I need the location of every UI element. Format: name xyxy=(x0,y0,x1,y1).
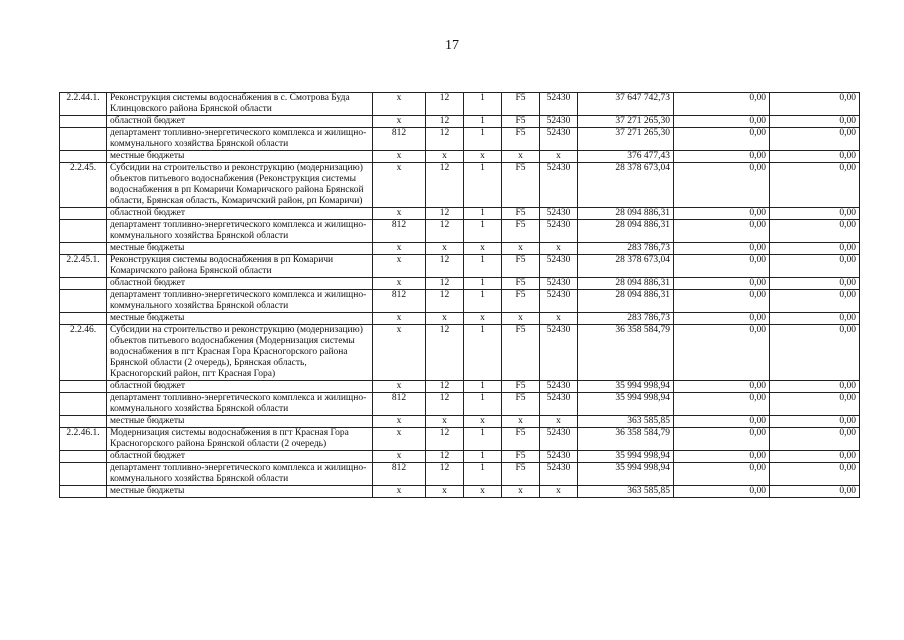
cell-item-name: областной бюджет xyxy=(107,278,373,290)
cell-amount-1: 28 378 673,04 xyxy=(578,163,674,208)
table-row xyxy=(60,393,860,416)
cell-grbs-code: 812 xyxy=(373,128,426,151)
cell-subprogram-code: 1 xyxy=(464,381,502,393)
cell-amount-2: 0,00 xyxy=(674,255,770,278)
cell-amount-2: 0,00 xyxy=(674,290,770,313)
cell-item-number xyxy=(60,416,107,428)
cell-direction-code: 52430 xyxy=(540,325,578,381)
cell-amount-3: 0,00 xyxy=(770,416,860,428)
cell-direction-code: х xyxy=(540,151,578,163)
cell-section-code: х xyxy=(426,416,464,428)
cell-subprogram-code: 1 xyxy=(464,128,502,151)
table-row xyxy=(60,93,860,116)
cell-amount-1: 28 094 886,31 xyxy=(578,278,674,290)
cell-item-name: департамент топливно-энергетического комплекса и жилищно-коммунального хозяйства Брянской области xyxy=(107,463,373,486)
table-row xyxy=(60,486,860,498)
cell-project-code: х xyxy=(502,313,540,325)
cell-project-code: F5 xyxy=(502,220,540,243)
cell-amount-2: 0,00 xyxy=(674,451,770,463)
cell-item-number: 2.2.44.1. xyxy=(60,93,107,116)
cell-section-code: 12 xyxy=(426,208,464,220)
cell-grbs-code: х xyxy=(373,325,426,381)
table-row xyxy=(60,128,860,151)
cell-project-code: F5 xyxy=(502,278,540,290)
cell-project-code: F5 xyxy=(502,163,540,208)
cell-project-code: х xyxy=(502,151,540,163)
cell-section-code: х xyxy=(426,243,464,255)
cell-item-name: департамент топливно-энергетического комплекса и жилищно-коммунального хозяйства Брянской области xyxy=(107,393,373,416)
cell-project-code: F5 xyxy=(502,290,540,313)
cell-grbs-code: 812 xyxy=(373,220,426,243)
table-row xyxy=(60,428,860,451)
cell-amount-3: 0,00 xyxy=(770,486,860,498)
cell-section-code: 12 xyxy=(426,325,464,381)
cell-section-code: 12 xyxy=(426,163,464,208)
cell-amount-2: 0,00 xyxy=(674,243,770,255)
cell-direction-code: 52430 xyxy=(540,393,578,416)
table-row xyxy=(60,451,860,463)
cell-item-name: департамент топливно-энергетического комплекса и жилищно-коммунального хозяйства Брянской области xyxy=(107,290,373,313)
cell-amount-3: 0,00 xyxy=(770,116,860,128)
cell-subprogram-code: 1 xyxy=(464,116,502,128)
cell-subprogram-code: 1 xyxy=(464,278,502,290)
cell-grbs-code: х xyxy=(373,278,426,290)
cell-direction-code: 52430 xyxy=(540,463,578,486)
cell-section-code: 12 xyxy=(426,428,464,451)
cell-amount-1: 35 994 998,94 xyxy=(578,463,674,486)
cell-item-number xyxy=(60,463,107,486)
cell-amount-1: 35 994 998,94 xyxy=(578,451,674,463)
cell-amount-1: 37 647 742,73 xyxy=(578,93,674,116)
cell-amount-1: 376 477,43 xyxy=(578,151,674,163)
budget-table xyxy=(59,92,860,498)
cell-amount-3: 0,00 xyxy=(770,255,860,278)
table-row xyxy=(60,163,860,208)
cell-section-code: 12 xyxy=(426,290,464,313)
cell-item-number xyxy=(60,451,107,463)
cell-subprogram-code: 1 xyxy=(464,163,502,208)
cell-subprogram-code: 1 xyxy=(464,208,502,220)
cell-item-number xyxy=(60,220,107,243)
cell-item-number xyxy=(60,128,107,151)
cell-project-code: F5 xyxy=(502,208,540,220)
cell-amount-2: 0,00 xyxy=(674,220,770,243)
cell-grbs-code: х xyxy=(373,255,426,278)
cell-section-code: 12 xyxy=(426,463,464,486)
cell-item-name: местные бюджеты xyxy=(107,313,373,325)
cell-amount-1: 37 271 265,30 xyxy=(578,116,674,128)
cell-direction-code: х xyxy=(540,313,578,325)
cell-subprogram-code: 1 xyxy=(464,451,502,463)
table-row xyxy=(60,243,860,255)
cell-direction-code: 52430 xyxy=(540,428,578,451)
cell-amount-2: 0,00 xyxy=(674,416,770,428)
table-row xyxy=(60,116,860,128)
cell-amount-2: 0,00 xyxy=(674,278,770,290)
cell-amount-2: 0,00 xyxy=(674,486,770,498)
cell-project-code: F5 xyxy=(502,451,540,463)
page-number: 17 xyxy=(445,38,459,53)
cell-section-code: х xyxy=(426,313,464,325)
cell-amount-1: 35 994 998,94 xyxy=(578,393,674,416)
cell-section-code: 12 xyxy=(426,255,464,278)
cell-subprogram-code: 1 xyxy=(464,428,502,451)
cell-section-code: 12 xyxy=(426,128,464,151)
table-row xyxy=(60,325,860,381)
cell-subprogram-code: 1 xyxy=(464,220,502,243)
cell-subprogram-code: х xyxy=(464,151,502,163)
cell-amount-2: 0,00 xyxy=(674,128,770,151)
cell-direction-code: 52430 xyxy=(540,255,578,278)
cell-amount-2: 0,00 xyxy=(674,381,770,393)
cell-grbs-code: х xyxy=(373,428,426,451)
cell-item-number xyxy=(60,313,107,325)
cell-amount-3: 0,00 xyxy=(770,428,860,451)
cell-item-name: департамент топливно-энергетического комплекса и жилищно-коммунального хозяйства Брянской области xyxy=(107,128,373,151)
table-row xyxy=(60,290,860,313)
cell-item-name: местные бюджеты xyxy=(107,486,373,498)
cell-item-number xyxy=(60,290,107,313)
cell-direction-code: 52430 xyxy=(540,163,578,208)
table-row xyxy=(60,381,860,393)
cell-project-code: х xyxy=(502,243,540,255)
cell-section-code: х xyxy=(426,486,464,498)
cell-item-name: Субсидии на строительство и реконструкцию (модернизацию) объектов питьевого водоснабжения (Реконструкция системы водоснабжения в рп Комаричи Комаричского района Брянской области, Брянская область, Комаричский район, рп Комаричи) xyxy=(107,163,373,208)
cell-amount-1: 28 378 673,04 xyxy=(578,255,674,278)
cell-subprogram-code: 1 xyxy=(464,325,502,381)
cell-project-code: F5 xyxy=(502,116,540,128)
cell-item-name: Субсидии на строительство и реконструкцию (модернизацию) объектов питьевого водоснабжения (Модернизация системы водоснабжения в пгт Красная Гора Красногорского района Брянской области (2 очередь), Брянская область, Красногорский район, пгт Красная Гора) xyxy=(107,325,373,381)
cell-section-code: 12 xyxy=(426,278,464,290)
table-row xyxy=(60,220,860,243)
cell-subprogram-code: х xyxy=(464,243,502,255)
cell-item-number: 2.2.46. xyxy=(60,325,107,381)
table-row xyxy=(60,151,860,163)
cell-item-name: областной бюджет xyxy=(107,208,373,220)
cell-grbs-code: х xyxy=(373,381,426,393)
cell-amount-1: 28 094 886,31 xyxy=(578,208,674,220)
cell-item-name: Реконструкция системы водоснабжения в рп Комаричи Комаричского района Брянской области xyxy=(107,255,373,278)
cell-item-name: Реконструкция системы водоснабжения в с. Смотрова Буда Клинцовского района Брянской области xyxy=(107,93,373,116)
cell-item-name: областной бюджет xyxy=(107,451,373,463)
cell-section-code: 12 xyxy=(426,451,464,463)
table-body xyxy=(60,93,860,498)
cell-amount-1: 283 786,73 xyxy=(578,243,674,255)
cell-direction-code: 52430 xyxy=(540,220,578,243)
cell-section-code: 12 xyxy=(426,220,464,243)
cell-direction-code: х xyxy=(540,416,578,428)
cell-amount-3: 0,00 xyxy=(770,393,860,416)
cell-grbs-code: х xyxy=(373,416,426,428)
cell-grbs-code: х xyxy=(373,116,426,128)
cell-grbs-code: 812 xyxy=(373,463,426,486)
cell-amount-1: 363 585,85 xyxy=(578,486,674,498)
cell-amount-1: 35 994 998,94 xyxy=(578,381,674,393)
cell-item-name: местные бюджеты xyxy=(107,243,373,255)
table-row xyxy=(60,463,860,486)
cell-amount-1: 37 271 265,30 xyxy=(578,128,674,151)
cell-subprogram-code: х xyxy=(464,486,502,498)
cell-subprogram-code: 1 xyxy=(464,255,502,278)
table-row xyxy=(60,416,860,428)
cell-item-number: 2.2.45. xyxy=(60,163,107,208)
cell-direction-code: 52430 xyxy=(540,381,578,393)
cell-amount-2: 0,00 xyxy=(674,151,770,163)
table-row xyxy=(60,208,860,220)
cell-item-name: областной бюджет xyxy=(107,381,373,393)
cell-direction-code: 52430 xyxy=(540,290,578,313)
cell-project-code: F5 xyxy=(502,255,540,278)
cell-direction-code: х xyxy=(540,486,578,498)
cell-item-name: местные бюджеты xyxy=(107,151,373,163)
cell-section-code: 12 xyxy=(426,381,464,393)
cell-subprogram-code: 1 xyxy=(464,393,502,416)
cell-grbs-code: 812 xyxy=(373,393,426,416)
cell-project-code: F5 xyxy=(502,463,540,486)
cell-amount-3: 0,00 xyxy=(770,220,860,243)
cell-direction-code: 52430 xyxy=(540,128,578,151)
cell-amount-3: 0,00 xyxy=(770,451,860,463)
cell-item-name: местные бюджеты xyxy=(107,416,373,428)
cell-amount-3: 0,00 xyxy=(770,163,860,208)
cell-amount-1: 283 786,73 xyxy=(578,313,674,325)
cell-section-code: 12 xyxy=(426,116,464,128)
cell-item-number xyxy=(60,486,107,498)
cell-amount-3: 0,00 xyxy=(770,93,860,116)
cell-project-code: х xyxy=(502,416,540,428)
cell-item-number: 2.2.45.1. xyxy=(60,255,107,278)
cell-amount-1: 36 358 584,79 xyxy=(578,428,674,451)
cell-direction-code: 52430 xyxy=(540,116,578,128)
cell-section-code: х xyxy=(426,151,464,163)
cell-item-name: департамент топливно-энергетического комплекса и жилищно-коммунального хозяйства Брянской области xyxy=(107,220,373,243)
cell-amount-2: 0,00 xyxy=(674,163,770,208)
cell-project-code: F5 xyxy=(502,428,540,451)
cell-subprogram-code: х xyxy=(464,313,502,325)
cell-item-name: областной бюджет xyxy=(107,116,373,128)
cell-amount-3: 0,00 xyxy=(770,381,860,393)
cell-amount-3: 0,00 xyxy=(770,290,860,313)
table-row xyxy=(60,278,860,290)
cell-amount-2: 0,00 xyxy=(674,313,770,325)
cell-amount-3: 0,00 xyxy=(770,243,860,255)
cell-amount-3: 0,00 xyxy=(770,128,860,151)
cell-amount-2: 0,00 xyxy=(674,116,770,128)
table-row xyxy=(60,313,860,325)
cell-amount-3: 0,00 xyxy=(770,208,860,220)
cell-project-code: х xyxy=(502,486,540,498)
cell-grbs-code: х xyxy=(373,486,426,498)
cell-project-code: F5 xyxy=(502,325,540,381)
cell-amount-1: 28 094 886,31 xyxy=(578,290,674,313)
cell-amount-3: 0,00 xyxy=(770,325,860,381)
cell-item-number xyxy=(60,278,107,290)
cell-amount-2: 0,00 xyxy=(674,428,770,451)
cell-grbs-code: х xyxy=(373,243,426,255)
cell-item-number: 2.2.46.1. xyxy=(60,428,107,451)
cell-amount-3: 0,00 xyxy=(770,463,860,486)
cell-amount-1: 36 358 584,79 xyxy=(578,325,674,381)
cell-grbs-code: х xyxy=(373,93,426,116)
cell-amount-2: 0,00 xyxy=(674,325,770,381)
cell-amount-3: 0,00 xyxy=(770,313,860,325)
cell-amount-2: 0,00 xyxy=(674,208,770,220)
cell-direction-code: х xyxy=(540,243,578,255)
cell-item-number xyxy=(60,208,107,220)
cell-subprogram-code: 1 xyxy=(464,463,502,486)
cell-amount-3: 0,00 xyxy=(770,151,860,163)
cell-direction-code: 52430 xyxy=(540,93,578,116)
cell-section-code: 12 xyxy=(426,93,464,116)
cell-grbs-code: х xyxy=(373,163,426,208)
cell-grbs-code: х xyxy=(373,151,426,163)
cell-subprogram-code: 1 xyxy=(464,290,502,313)
cell-direction-code: 52430 xyxy=(540,451,578,463)
cell-item-number xyxy=(60,151,107,163)
cell-project-code: F5 xyxy=(502,128,540,151)
cell-grbs-code: 812 xyxy=(373,290,426,313)
cell-subprogram-code: 1 xyxy=(464,93,502,116)
cell-amount-2: 0,00 xyxy=(674,463,770,486)
cell-item-number xyxy=(60,243,107,255)
cell-grbs-code: х xyxy=(373,208,426,220)
cell-direction-code: 52430 xyxy=(540,208,578,220)
cell-item-number xyxy=(60,393,107,416)
cell-amount-2: 0,00 xyxy=(674,93,770,116)
cell-amount-1: 363 585,85 xyxy=(578,416,674,428)
cell-grbs-code: х xyxy=(373,451,426,463)
cell-direction-code: 52430 xyxy=(540,278,578,290)
cell-item-number xyxy=(60,381,107,393)
cell-project-code: F5 xyxy=(502,93,540,116)
cell-item-name: Модернизация системы водоснабжения в пгт Красная Гора Красногорского района Брянской области (2 очередь) xyxy=(107,428,373,451)
cell-amount-2: 0,00 xyxy=(674,393,770,416)
cell-amount-3: 0,00 xyxy=(770,278,860,290)
cell-grbs-code: х xyxy=(373,313,426,325)
cell-section-code: 12 xyxy=(426,393,464,416)
cell-item-number xyxy=(60,116,107,128)
cell-amount-1: 28 094 886,31 xyxy=(578,220,674,243)
cell-project-code: F5 xyxy=(502,393,540,416)
table-row xyxy=(60,255,860,278)
cell-project-code: F5 xyxy=(502,381,540,393)
cell-subprogram-code: х xyxy=(464,416,502,428)
